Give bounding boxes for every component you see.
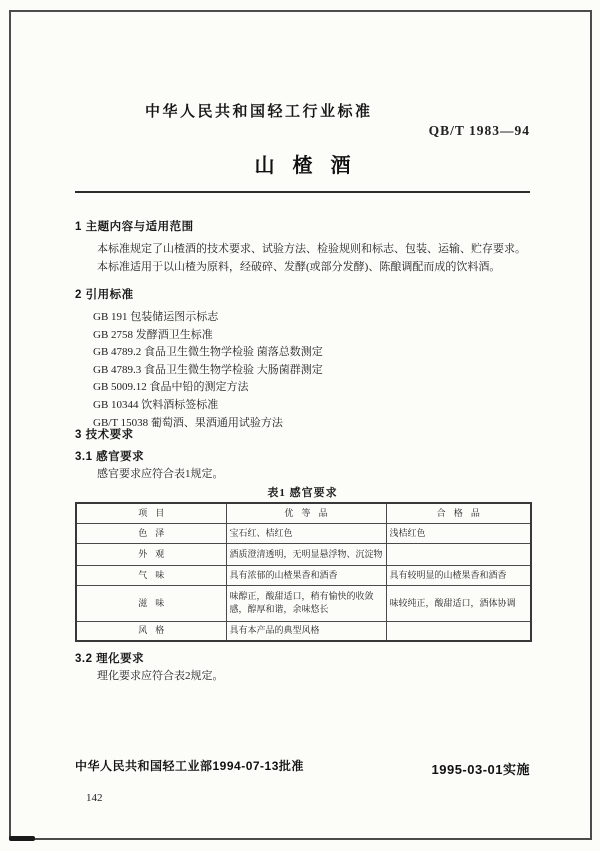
table-row xyxy=(76,523,531,543)
row-qualified-value: 具有较明显的山楂果香和酒香 xyxy=(386,565,531,585)
row-item-label: 色泽 xyxy=(76,523,226,543)
row-item-label: 气味 xyxy=(76,565,226,585)
sensory-requirements-table xyxy=(75,502,532,642)
table-header-qualified: 合格品 xyxy=(386,503,531,523)
row-qualified-value xyxy=(386,543,531,565)
section-3-1-paragraph: 感官要求应符合表1规定。 xyxy=(97,468,224,480)
standard-organization: 中华人民共和国轻工行业标准 xyxy=(145,104,373,120)
reference-item: GB 4789.2 食品卫生微生物学检验 菌落总数测定 xyxy=(93,346,323,359)
footer-approval: 中华人民共和国轻工业部1994-07-13批准 xyxy=(75,759,304,773)
section-1-paragraph-1: 本标准规定了山楂酒的技术要求、试验方法、检验规则和标志、包装、运输、贮存要求。 xyxy=(97,243,526,255)
row-item-label: 滋味 xyxy=(76,585,226,621)
row-item-label: 风格 xyxy=(76,621,226,641)
reference-item: GB 10344 饮料酒标签标准 xyxy=(93,398,219,411)
reference-item: GB 2758 发酵酒卫生标准 xyxy=(93,328,213,341)
reference-item: GB 191 包装储运图示标志 xyxy=(93,311,219,323)
table-row xyxy=(76,543,531,565)
section-3-2-heading: 3.2 理化要求 xyxy=(75,653,145,665)
row-premium-value: 具有本产品的典型风格 xyxy=(226,621,386,641)
row-item-label: 外观 xyxy=(76,543,226,565)
table-header-premium: 优等品 xyxy=(226,503,386,523)
section-3-2-paragraph: 理化要求应符合表2规定。 xyxy=(97,670,224,682)
row-qualified-value: 浅桔红色 xyxy=(386,523,531,543)
scan-artifact xyxy=(9,836,35,841)
table-1-caption: 表1 感官要求 xyxy=(267,487,338,499)
section-3-1-heading: 3.1 感官要求 xyxy=(75,451,145,463)
reference-item: GB 5009.12 食品中铅的测定方法 xyxy=(93,381,249,394)
standard-number: QB/T 1983—94 xyxy=(428,123,530,138)
row-premium-value: 具有浓郁的山楂果香和酒香 xyxy=(226,565,386,585)
table-row xyxy=(76,565,531,585)
references-list xyxy=(93,309,530,432)
section-1-paragraph-2: 本标准适用于以山楂为原料，经破碎、发酵(或部分发酵)、陈酿调配而成的饮料酒。 xyxy=(97,261,501,273)
row-qualified-value xyxy=(386,621,531,641)
row-qualified-value: 味较纯正，酸甜适口，酒体协调 xyxy=(386,585,531,621)
row-premium-value: 酒质澄清透明，无明显悬浮物、沉淀物 xyxy=(226,543,386,565)
page-number: 142 xyxy=(86,792,103,804)
section-3-heading: 3 技术要求 xyxy=(75,429,134,441)
table-header-row xyxy=(76,503,531,523)
table-row xyxy=(76,621,531,641)
row-premium-value: 味醇正，酸甜适口，稍有愉快的收敛感，醇厚和谐，余味悠长 xyxy=(226,585,386,621)
table-row xyxy=(76,585,531,621)
row-premium-value: 宝石红、桔红色 xyxy=(226,523,386,543)
table-header-item: 项目 xyxy=(76,503,226,523)
section-2-heading: 2 引用标准 xyxy=(75,289,134,301)
footer-implementation-date: 1995-03-01实施 xyxy=(431,762,530,777)
reference-item: GB 4789.3 食品卫生微生物学检验 大肠菌群测定 xyxy=(93,363,323,376)
reference-item: GB/T 15038 葡萄酒、果酒通用试验方法 xyxy=(93,416,283,429)
section-1-heading: 1 主题内容与适用范围 xyxy=(75,221,194,233)
document-title: 山楂酒 xyxy=(254,155,369,177)
title-divider-rule xyxy=(75,191,530,193)
